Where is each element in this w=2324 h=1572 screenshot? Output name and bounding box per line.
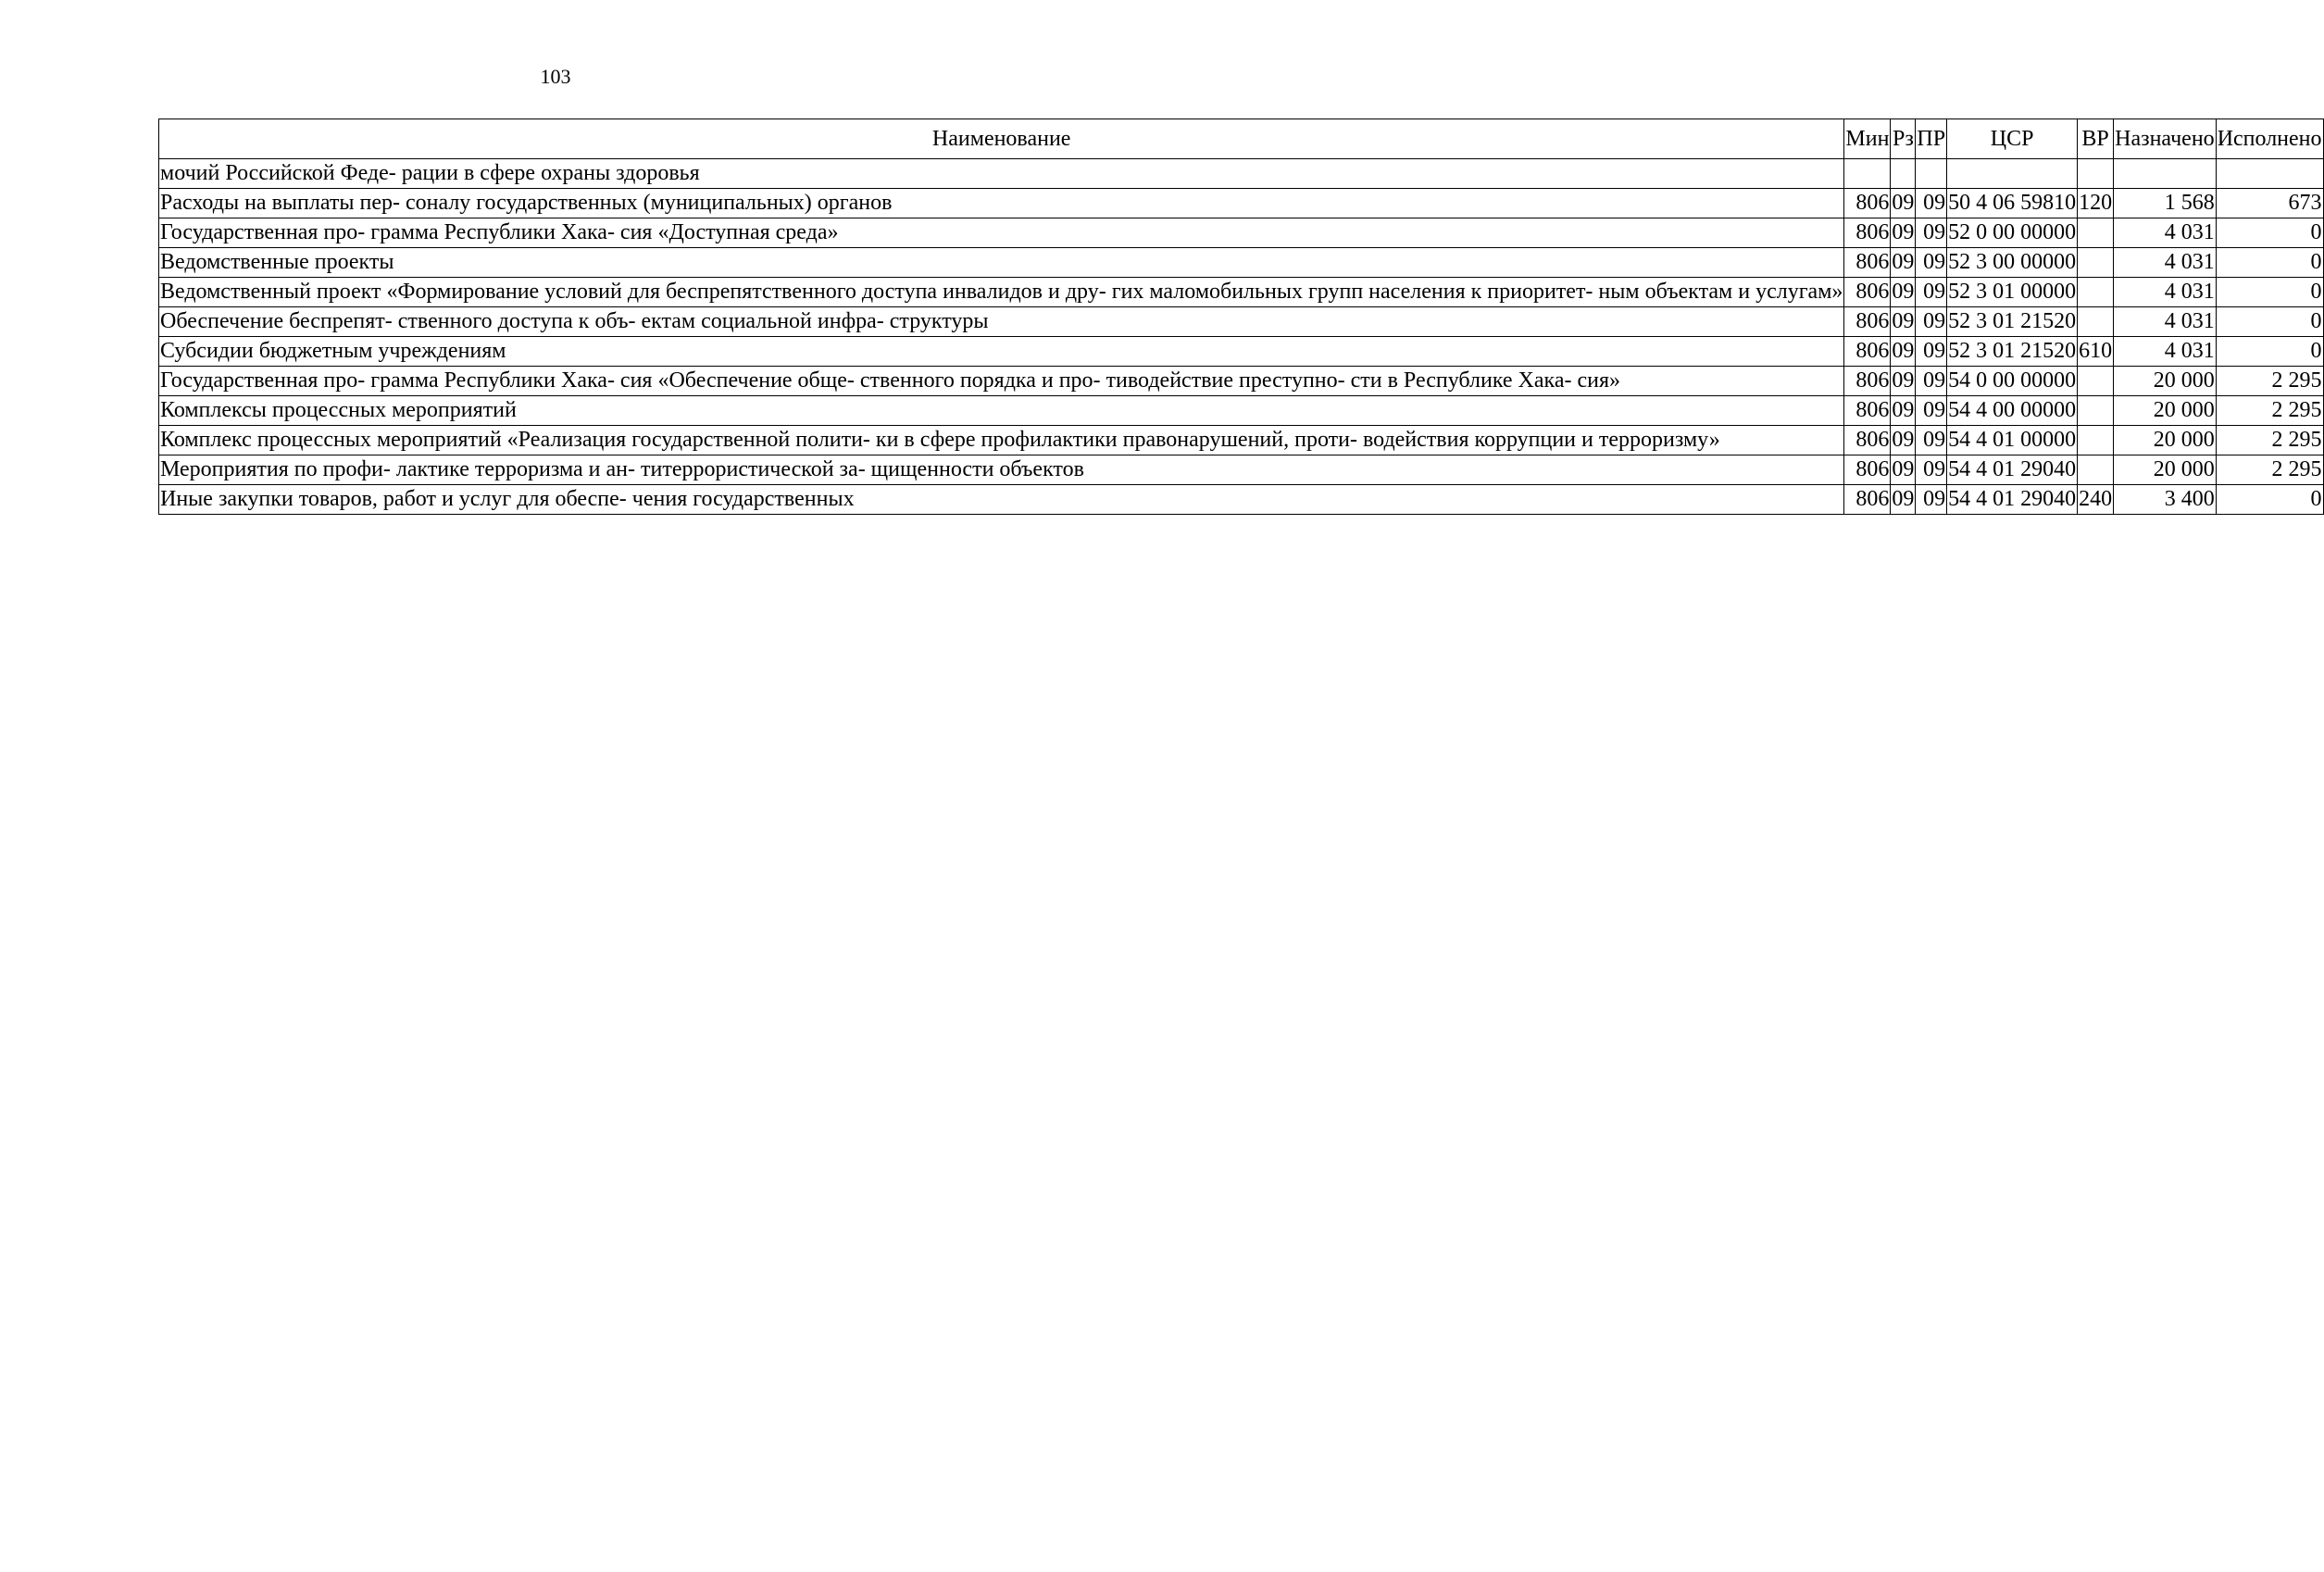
cell-min: 806 [1844, 189, 1891, 218]
cell-ispolneno: 673 [2216, 189, 2323, 218]
cell-name: мочий Российской Феде- рации в сфере охраны здоровья [159, 159, 1844, 189]
cell-csr: 52 3 01 21520 [1947, 307, 2078, 337]
cell-naznacheno: 4 031 [2114, 248, 2217, 278]
header-csr: ЦСР [1947, 119, 2078, 159]
cell-rz: 09 [1891, 367, 1916, 396]
cell-ispolneno: 0 [2216, 248, 2323, 278]
cell-name: Комплекс процессных мероприятий «Реализация государственной полити- ки в сфере профилактики правонарушений, проти- водействия коррупции и терроризму» [159, 426, 1844, 455]
header-pr: ПР [1916, 119, 1947, 159]
cell-pr: 09 [1916, 485, 1947, 515]
cell-rz: 09 [1891, 485, 1916, 515]
cell-vr: 240 [2078, 485, 2114, 515]
cell-vr [2078, 248, 2114, 278]
cell-name: Субсидии бюджетным учреждениям [159, 337, 1844, 367]
cell-min: 806 [1844, 426, 1891, 455]
cell-vr [2078, 159, 2114, 189]
cell-ispolneno: 0 [2216, 337, 2323, 367]
cell-rz: 09 [1891, 337, 1916, 367]
cell-vr [2078, 396, 2114, 426]
cell-name: Мероприятия по профи- лактике терроризма и ан- титеррористической за- щищенности объектов [159, 455, 1844, 485]
cell-vr [2078, 278, 2114, 307]
table-row [159, 426, 2324, 455]
cell-pr: 09 [1916, 367, 1947, 396]
cell-rz [1891, 159, 1916, 189]
cell-rz: 09 [1891, 248, 1916, 278]
cell-ispolneno: 2 295 [2216, 396, 2323, 426]
table-row [159, 278, 2324, 307]
table-row [159, 396, 2324, 426]
table-row [159, 248, 2324, 278]
cell-name: Государственная про- грамма Республики Хака- сия «Обеспечение обще- ственного порядка и про- тиводействие преступно- сти в Республике Хака- сия» [159, 367, 1844, 396]
header-rz: Рз [1891, 119, 1916, 159]
cell-min: 806 [1844, 337, 1891, 367]
cell-rz: 09 [1891, 189, 1916, 218]
cell-rz: 09 [1891, 426, 1916, 455]
cell-min: 806 [1844, 307, 1891, 337]
cell-name: Обеспечение беспрепят- ственного доступа к объ- ектам социальной инфра- структуры [159, 307, 1844, 337]
cell-min: 806 [1844, 367, 1891, 396]
cell-pr: 09 [1916, 426, 1947, 455]
cell-pr: 09 [1916, 307, 1947, 337]
header-ispolneno: Исполнено [2216, 119, 2323, 159]
budget-table [158, 119, 2324, 515]
table-row [159, 307, 2324, 337]
cell-min: 806 [1844, 278, 1891, 307]
header-naznacheno: Назначено [2114, 119, 2217, 159]
cell-pr [1916, 159, 1947, 189]
table-row [159, 367, 2324, 396]
cell-vr [2078, 455, 2114, 485]
cell-naznacheno [2114, 159, 2217, 189]
cell-min: 806 [1844, 485, 1891, 515]
cell-rz: 09 [1891, 396, 1916, 426]
cell-pr: 09 [1916, 278, 1947, 307]
cell-csr: 52 3 00 00000 [1947, 248, 2078, 278]
cell-pr: 09 [1916, 218, 1947, 248]
cell-naznacheno: 20 000 [2114, 426, 2217, 455]
cell-name: Государственная про- грамма Республики Хака- сия «Доступная среда» [159, 218, 1844, 248]
cell-csr: 54 4 01 00000 [1947, 426, 2078, 455]
cell-ispolneno: 0 [2216, 218, 2323, 248]
cell-ispolneno: 2 295 [2216, 367, 2323, 396]
cell-csr: 52 3 01 21520 [1947, 337, 2078, 367]
cell-naznacheno: 20 000 [2114, 455, 2217, 485]
cell-naznacheno: 1 568 [2114, 189, 2217, 218]
cell-rz: 09 [1891, 307, 1916, 337]
cell-min: 806 [1844, 455, 1891, 485]
header-name: Наименование [159, 119, 1844, 159]
cell-csr: 50 4 06 59810 [1947, 189, 2078, 218]
table-row [159, 337, 2324, 367]
table-row [159, 189, 2324, 218]
cell-csr: 54 4 01 29040 [1947, 485, 2078, 515]
header-min: Мин [1844, 119, 1891, 159]
cell-pr: 09 [1916, 455, 1947, 485]
cell-rz: 09 [1891, 455, 1916, 485]
cell-naznacheno: 4 031 [2114, 337, 2217, 367]
cell-ispolneno: 0 [2216, 307, 2323, 337]
cell-csr [1947, 159, 2078, 189]
cell-ispolneno: 0 [2216, 278, 2323, 307]
cell-ispolneno [2216, 159, 2323, 189]
page-number: 103 [540, 65, 571, 88]
header-row [159, 119, 2324, 159]
cell-csr: 54 4 00 00000 [1947, 396, 2078, 426]
cell-min: 806 [1844, 396, 1891, 426]
cell-min [1844, 159, 1891, 189]
cell-rz: 09 [1891, 218, 1916, 248]
cell-name: Расходы на выплаты пер- соналу государственных (муниципальных) органов [159, 189, 1844, 218]
cell-naznacheno: 3 400 [2114, 485, 2217, 515]
cell-naznacheno: 20 000 [2114, 396, 2217, 426]
table-body [159, 159, 2324, 515]
cell-ispolneno: 2 295 [2216, 455, 2323, 485]
cell-vr [2078, 218, 2114, 248]
cell-name: Иные закупки товаров, работ и услуг для обеспе- чения государственных [159, 485, 1844, 515]
cell-min: 806 [1844, 218, 1891, 248]
cell-ispolneno: 2 295 [2216, 426, 2323, 455]
cell-csr: 52 0 00 00000 [1947, 218, 2078, 248]
cell-ispolneno: 0 [2216, 485, 2323, 515]
cell-name: Ведомственный проект «Формирование условий для беспрепятственного доступа инвалидов и дру- гих маломобильных групп населения к приоритет- ным объектам и услугам» [159, 278, 1844, 307]
cell-min: 806 [1844, 248, 1891, 278]
table-row [159, 485, 2324, 515]
table-row [159, 159, 2324, 189]
cell-vr [2078, 426, 2114, 455]
cell-pr: 09 [1916, 189, 1947, 218]
cell-csr: 54 4 01 29040 [1947, 455, 2078, 485]
table-row [159, 455, 2324, 485]
cell-naznacheno: 4 031 [2114, 218, 2217, 248]
cell-name: Комплексы процессных мероприятий [159, 396, 1844, 426]
cell-csr: 52 3 01 00000 [1947, 278, 2078, 307]
cell-vr: 120 [2078, 189, 2114, 218]
cell-name: Ведомственные проекты [159, 248, 1844, 278]
cell-vr: 610 [2078, 337, 2114, 367]
cell-vr [2078, 367, 2114, 396]
cell-naznacheno: 4 031 [2114, 278, 2217, 307]
header-vr: ВР [2078, 119, 2114, 159]
cell-csr: 54 0 00 00000 [1947, 367, 2078, 396]
cell-pr: 09 [1916, 396, 1947, 426]
cell-vr [2078, 307, 2114, 337]
cell-naznacheno: 4 031 [2114, 307, 2217, 337]
cell-rz: 09 [1891, 278, 1916, 307]
cell-naznacheno: 20 000 [2114, 367, 2217, 396]
cell-pr: 09 [1916, 337, 1947, 367]
table-row [159, 218, 2324, 248]
cell-pr: 09 [1916, 248, 1947, 278]
